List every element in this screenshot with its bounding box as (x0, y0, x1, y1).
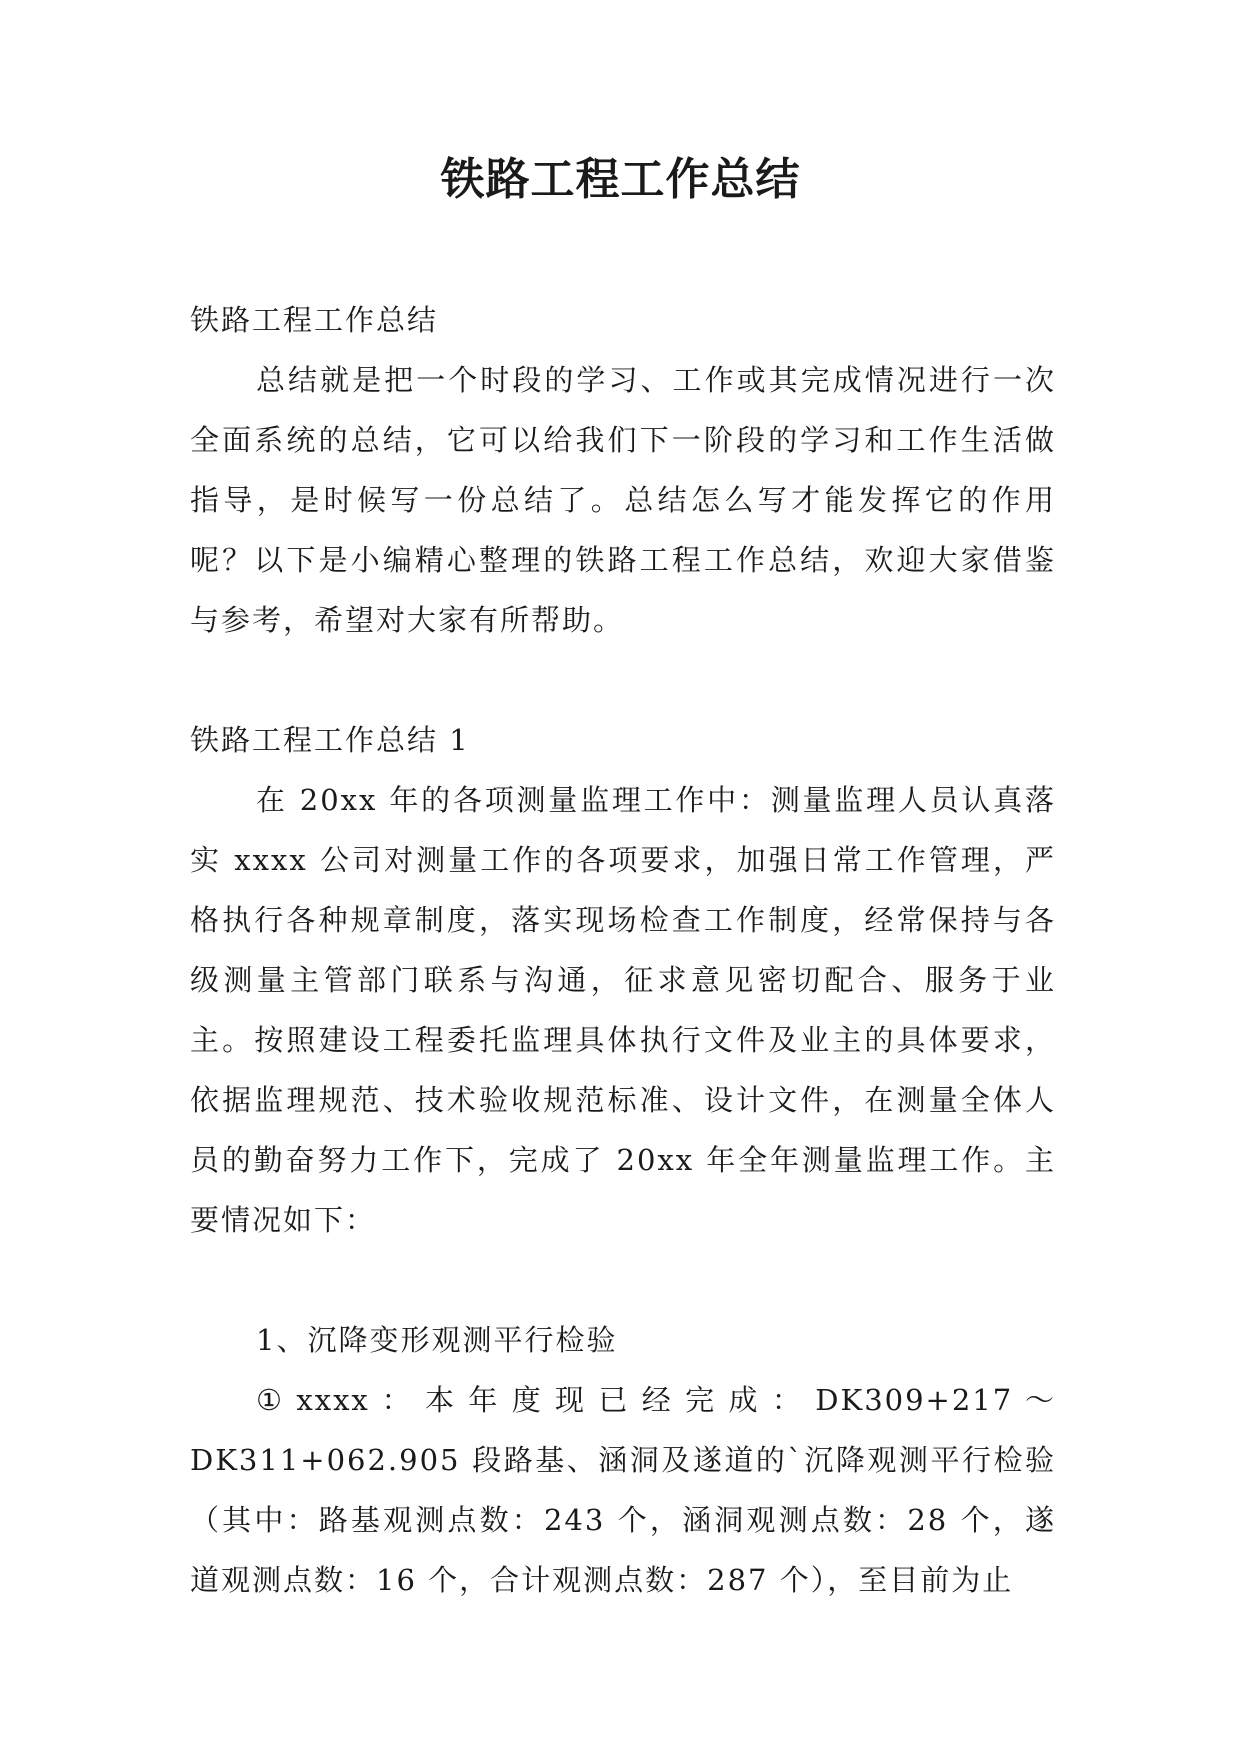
document-body (190, 290, 1056, 1610)
item1-heading: 1、沉降变形观测平行检验 (256, 1323, 618, 1357)
paragraph-spacer (190, 1250, 1056, 1310)
section1-paragraph: 在 20xx 年的各项测量监理工作中：测量监理人员认真落实 xxxx 公司对测量工作的各项要求，加强日常工作管理，严格执行各种规章制度，落实现场检查工作制度，经常保持与各级测量主管部门联系与沟通，征求意见密切配合、服务于业主。按照建设工程委托监理具体执行文件及业主的具体要求，依据监理规范、技术验收规范标准、设计文件，在测量全体人员的勤奋努力工作下，完成了 20xx 年全年测量监理工作。主要情况如下： (190, 783, 1056, 1237)
paragraph-spacer (190, 650, 1056, 710)
item1-paragraph: ① xxxx ： 本 年 度 现 已 经 完 成 ： DK309+217 ～ DK311+062.905 段路基、涵洞及遂道的`沉降观测平行检验（其中：路基观测点数：243 个，涵洞观测点数：28 个，遂道观测点数：16 个，合计观测点数：287 个），至目前为止 (190, 1383, 1056, 1597)
intro-heading: 铁路工程工作总结 (190, 303, 439, 337)
document-title: 铁路工程工作总结 (440, 154, 801, 205)
section1-heading: 铁路工程工作总结 1 (190, 723, 470, 757)
intro-paragraph: 总结就是把一个时段的学习、工作或其完成情况进行一次全面系统的总结，它可以给我们下一阶段的学习和工作生活做指导，是时候写一份总结了。总结怎么写才能发挥它的作用呢？以下是小编精心整理的铁路工程工作总结，欢迎大家借鉴与参考，希望对大家有所帮助。 (190, 363, 1056, 637)
